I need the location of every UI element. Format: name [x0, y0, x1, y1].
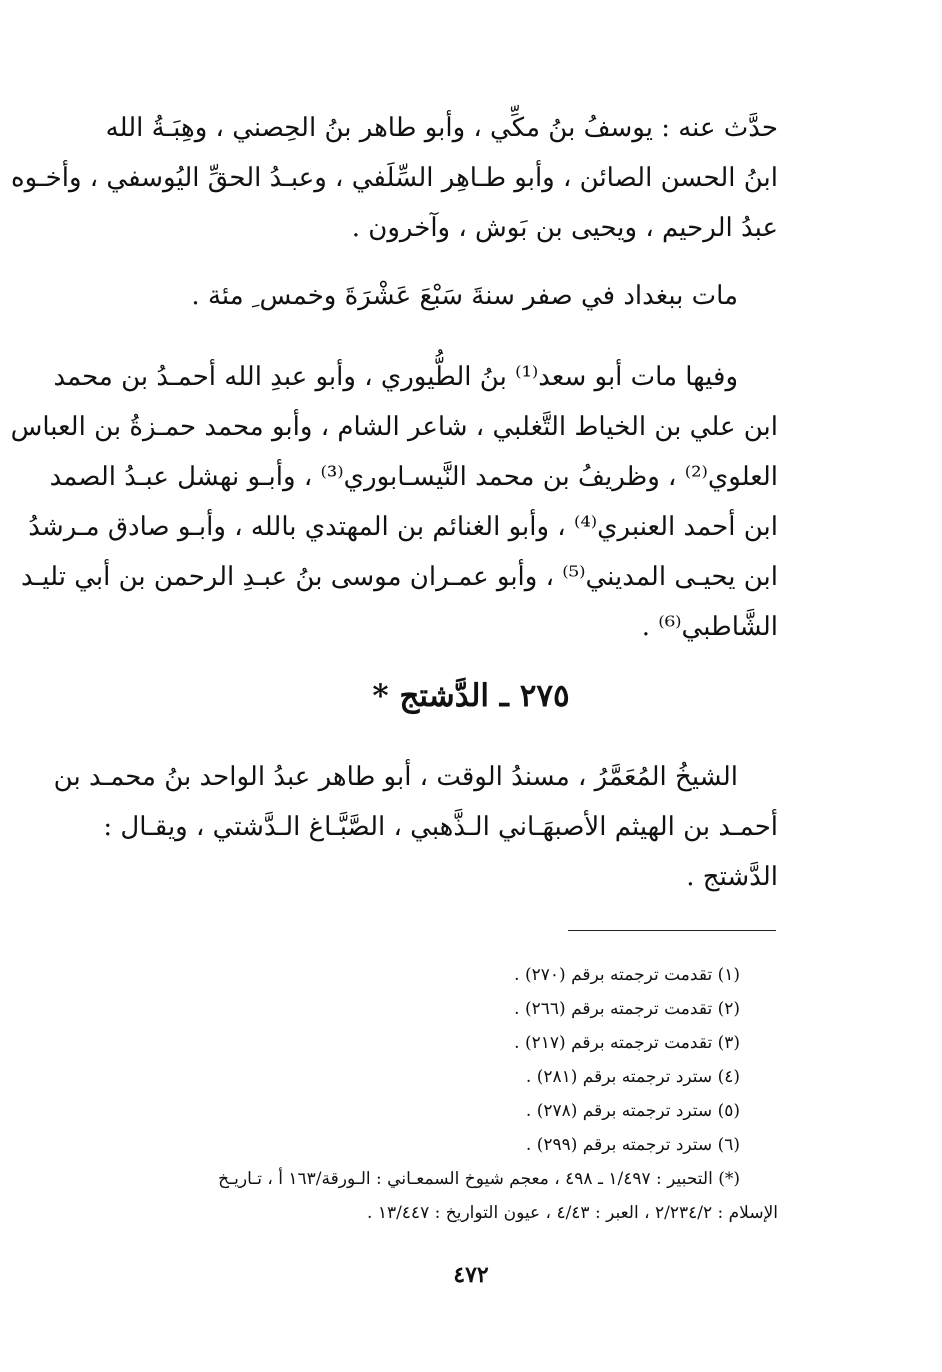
- footnote: (٢) تقدمت ترجمته برقم (٢٦٦) .: [514, 999, 740, 1019]
- text-line: حدَّث عنه : يوسفُ بنُ مكِّي ، وأبو طاهر بنُ الحِصني ، وهِبَـةُ الله: [105, 113, 778, 143]
- text-line: أحمـد بن الهيثم الأصبهَـاني الـذَّهبي ، الصَّبَّـاغ الـدَّشتي ، ويقـال :: [103, 812, 778, 842]
- text-line: الشيخُ المُعَمَّرُ ، مسندُ الوقت ، أبو طاهر عبدُ الواحد بنُ محمـد بن: [53, 762, 738, 792]
- text-line: ابنُ الحسن الصائن ، وأبو طـاهِر السِّلَفي ، وعبـدُ الحقِّ اليُوسفي ، وأخـوه: [10, 163, 778, 193]
- text-line: ابن أحمد العنبري⁽⁴⁾ ، وأبو الغنائم بن المهتدي بالله ، وأبـو صادق مـرشدُ: [28, 512, 778, 542]
- paragraph-narrators: [10, 103, 778, 253]
- paragraph-contemporaries: [10, 352, 778, 652]
- footnotes: [110, 958, 778, 1230]
- footnote-divider: [568, 930, 776, 931]
- source-note: (*) التحبير : ١/٤٩٧ ـ ٤٩٨ ، معجم شيوخ السمعـاني : الـورقة/١٦٣ أ ، تـاريـخ: [218, 1169, 740, 1189]
- text-line: ابن علي بن الخياط التَّغلبي ، شاعر الشام ، وأبو محمد حمـزةُ بن العباس: [10, 412, 778, 442]
- text-line: ابن يحيـى المديني⁽⁵⁾ ، وأبو عمـران موسى بنُ عبـدِ الرحمن بن أبي تليـد: [20, 562, 778, 592]
- text-line: مات ببغداد في صفر سنةَ سَبْعَ عَشْرَةَ وخمس ِ مئة .: [191, 281, 738, 311]
- footnote: (٤) سترد ترجمته برقم (٢٨١) .: [525, 1067, 740, 1087]
- source-note: الإسلام : ٢/٢٣٤/٢ ، العبر : ٤/٤٣ ، عيون التواريخ : ١٣/٤٤٧ .: [367, 1203, 778, 1223]
- paragraph-death: [108, 271, 778, 321]
- paragraph-biography: [53, 752, 778, 902]
- text-line: عبدُ الرحيم ، ويحيى بن بَوش ، وآخرون .: [351, 213, 778, 243]
- text-line: وفيها مات أبو سعد⁽¹⁾ بنُ الطُّيوري ، وأبو عبدِ الله أحمـدُ بن محمد: [53, 362, 738, 392]
- text-line: العلوي⁽²⁾ ، وظريفُ بن محمد النَّيسـابوري⁽³⁾ ، وأبـو نهشل عبـدُ الصمد: [49, 462, 778, 492]
- footnote: (٦) سترد ترجمته برقم (٢٩٩) .: [525, 1135, 740, 1155]
- footnote: (٣) تقدمت ترجمته برقم (٢١٧) .: [514, 1033, 740, 1053]
- text-line: الشَّاطبي⁽⁶⁾ .: [641, 612, 778, 642]
- entry-heading: ٢٧٥ ـ الدَّشتج *: [372, 678, 570, 714]
- page-number: ٤٧٢: [453, 1262, 489, 1288]
- footnote: (٥) سترد ترجمته برقم (٢٧٨) .: [525, 1101, 740, 1121]
- footnote: (١) تقدمت ترجمته برقم (٢٧٠) .: [514, 965, 740, 985]
- text-line: الدَّشتج .: [686, 862, 778, 892]
